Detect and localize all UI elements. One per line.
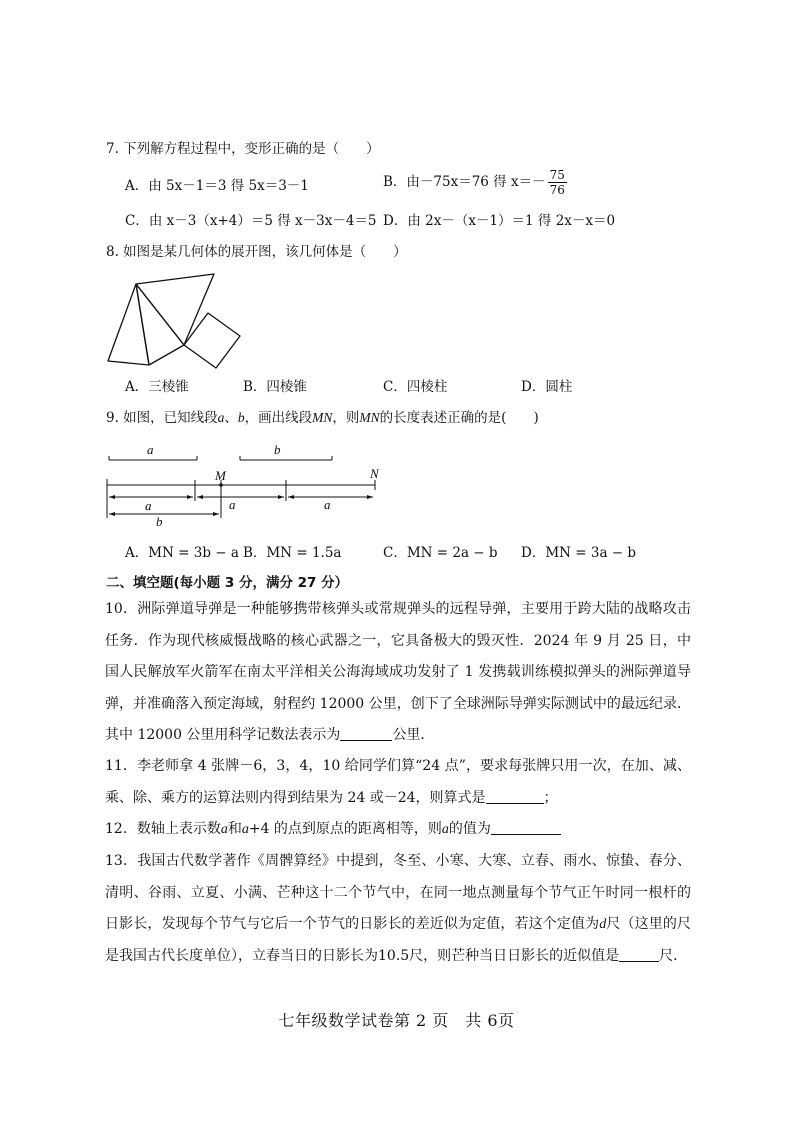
net-diagram bbox=[100, 268, 250, 370]
q13-answer-blank[interactable] bbox=[619, 947, 659, 962]
net-triangle-left bbox=[108, 284, 149, 365]
q11-text: 11．李老师拿 4 张牌－6，3，4，10 给同学们算“24 点”，要求每张牌只用一次，在加、减、乘、除、乘方的运算法则内得到结果为 24 或－24，则算式是 bbox=[105, 758, 691, 806]
q9-option-a: A．MN = 3b − a bbox=[125, 545, 239, 561]
q9-option-c: C．MN = 2a − b bbox=[383, 545, 498, 561]
fig-label-a: a bbox=[147, 442, 154, 457]
q7-stem: 7. 下列解方程过程中，变形正确的是（ ） bbox=[106, 141, 380, 157]
q8-stem: 8. 如图是某几何体的展开图，该几何体是（ ） bbox=[106, 244, 407, 260]
q10-tail: 公里． bbox=[392, 727, 435, 743]
q13-text: 尺（这里的尺是我国古代长度单位），立春当日的日影长为10.5尺，则芒种当日日影长的近似值是 bbox=[105, 916, 692, 964]
q12-var-a: a bbox=[220, 822, 228, 837]
q10-paragraph bbox=[105, 594, 691, 752]
q10-text: 10．洲际弹道导弹是一种能够携带核弹头或常规弹头的远程导弹，主要用于跨大陆的战略攻击任务．作为现代核威慑战略的核心武器之一，它具备极大的毁灭性．2024 年 9 月 25 日，中国人民解放军火箭军在南太平洋相关公海海域成功发射了 1 发携载训练模拟弹头的洲际弹道导弹，并准确落入预定海域，射程约 12000 公里，创下了全球洲际导弹实际测试中的最远纪录．其中 12000 公里用科学记数法表示为 bbox=[105, 601, 691, 743]
q13-text: 13．我国古代数学著作《周髀算经》中提到，冬至、小寒、大寒、立春、雨水、惊蛰、春分、清明、谷雨、立夏、小满、芒种这十二个节气中，在同一地点测量每个节气正午时同一根杆的日影长，发现每个节气与它后一个节气的日影长的差近似为定值，若这个定值为 bbox=[105, 853, 691, 932]
page-footer: 七年级数学试卷第 2 页 共 6页 bbox=[278, 1011, 515, 1030]
q12-var-a: a bbox=[441, 822, 449, 837]
q7-option-b-text: B．由－75x＝76 得 x＝－ bbox=[383, 174, 546, 190]
fig-dim-a3: a bbox=[324, 497, 331, 512]
q13-tail: 尺． bbox=[659, 947, 688, 964]
q9-var-mn: MN bbox=[359, 410, 380, 425]
q9-stem bbox=[106, 409, 539, 427]
q7-option-d: D．由 2x－（x－1）＝1 得 2x－x＝0 bbox=[383, 213, 616, 229]
q7-option-b bbox=[383, 168, 567, 197]
q9-var-b: b bbox=[237, 410, 245, 425]
fig-dim-b: b bbox=[156, 514, 163, 529]
q12-text: 12．数轴上表示数 bbox=[105, 821, 221, 837]
q9-stem-part: ，则 bbox=[332, 410, 360, 426]
q12-text: 和 bbox=[227, 821, 242, 837]
q9-stem-part: ，画出线段 bbox=[244, 410, 313, 426]
q9-sep: 、 bbox=[224, 410, 238, 426]
q12-text: 的值为 bbox=[448, 821, 491, 837]
fig-label-m: M bbox=[215, 468, 226, 483]
fig-dim-a1: a bbox=[145, 498, 152, 513]
net-square-base bbox=[184, 313, 240, 368]
q9-option-b: B．MN = 1.5a bbox=[243, 545, 342, 561]
q9-var-mn: MN bbox=[312, 410, 333, 425]
q9-stem-part: 9. 如图，已知线段 bbox=[106, 410, 218, 426]
q9-option-d: D．MN = 3a − b bbox=[521, 545, 637, 561]
q12-var-a: a bbox=[241, 822, 249, 837]
fig-label-n: N bbox=[370, 466, 379, 481]
q7-option-c: C．由 x－3（x+4）＝5 得 x－3x－4＝5 bbox=[125, 213, 377, 229]
fig-dim-a2: a bbox=[229, 497, 236, 512]
q7-option-a: A．由 5x－1＝3 得 5x＝3－1 bbox=[125, 178, 309, 194]
q11-paragraph bbox=[105, 751, 691, 814]
q9-stem-part: 的长度表述正确的是( ) bbox=[379, 410, 539, 426]
q7-option-b-fraction bbox=[548, 168, 567, 197]
q9-var-a: a bbox=[217, 410, 225, 425]
section-heading-fill-in: 二、填空题(每小题 3 分，满分 27 分） bbox=[106, 575, 349, 591]
segment-diagram bbox=[100, 440, 400, 530]
q8-option-b: B．四棱锥 bbox=[243, 379, 307, 395]
q8-option-d: D．圆柱 bbox=[521, 379, 573, 395]
fraction-numerator: 75 bbox=[549, 168, 565, 182]
q12-answer-blank[interactable] bbox=[491, 820, 561, 835]
q10-answer-blank[interactable] bbox=[340, 726, 392, 741]
fraction-denominator: 76 bbox=[549, 183, 565, 197]
q12-paragraph bbox=[105, 814, 691, 846]
fig-label-b: b bbox=[274, 442, 281, 457]
q11-tail: ； bbox=[543, 789, 558, 806]
q8-option-a: A．三棱锥 bbox=[125, 379, 189, 395]
q8-option-c: C．四棱柱 bbox=[383, 379, 448, 395]
q13-paragraph bbox=[105, 846, 691, 972]
q13-var-d: d bbox=[599, 917, 607, 932]
net-triangle-middle bbox=[136, 284, 184, 365]
q11-answer-blank[interactable] bbox=[486, 789, 544, 804]
q12-text: +4 的点到原点的距离相等，则 bbox=[248, 821, 442, 837]
